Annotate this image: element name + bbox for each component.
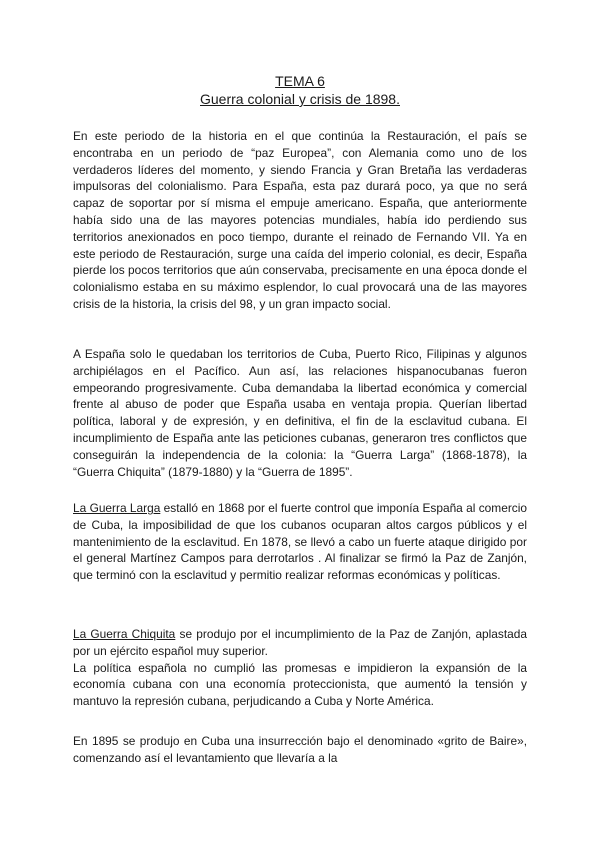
paragraph-politica-espanola: La política española no cumplió las promesas e impidieron la expansión de la economía cubana con una economía proteccionista, que aumentó la tensión y mantuvo la represión cubana, perjudicando a Cuba y Norte América. (73, 660, 527, 709)
paragraph-territories (73, 346, 527, 480)
paragraph-guerra-larga-text (73, 500, 527, 584)
term-guerra-larga: La Guerra Larga (73, 501, 161, 515)
paragraph-guerra-chiquita-text (73, 626, 527, 660)
paragraph-1895-text: En 1895 se produjo en Cuba una insurrección bajo el denominado «grito de Baire», comenzando así el levantamiento que llevaría a la (73, 734, 527, 765)
paragraph-guerra-larga (73, 500, 527, 584)
page-title: Guerra colonial y crisis de 1898. (200, 91, 400, 107)
paragraph-territories-text: A España solo le quedaban los territorios de Cuba, Puerto Rico, Filipinas y algunos archipiélagos en el Pacífico. Aun así, las relaciones hispanocubanas fueron empeorando progresivamente. Cuba demandaba la libertad económica y comercial frente al abuso de poder que España usaba en ventaja propia. Querían libertad política, laboral y de expresión, y en definitiva, el fin de la esclavitud cubana. El incumplimiento de España ante las peticiones cubanas, generaron tres conflictos que conseguirán la independencia de la colonia: la “Guerra Larga” (1868-1878), la “Guerra Chiquita” (1879-1880) y la “Guerra de 1895”. (73, 347, 527, 479)
paragraph-intro (73, 128, 527, 313)
term-guerra-chiquita: La Guerra Chiquita (73, 627, 176, 641)
guerra-larga-body: estalló en 1868 por el fuerte control que imponía España al comercio de Cuba, la imposibilidad de que los cubanos ocuparan altos cargos públicos y el mantenimiento de la esclavitud. En 1878, se llevó a cabo un fuerte ataque dirigido por el general Martínez Campos para derrotarlos . Al finalizar se firmó la Paz de Zanjón, que terminó con la esclavitud y permitio realizar reformas económicas y políticas. (73, 501, 527, 583)
paragraph-1895 (73, 733, 527, 767)
paragraph-guerra-chiquita (73, 626, 527, 710)
guerra-chiquita-body: se produjo por el incumplimiento de la Paz de Zanjón, aplastada por un ejército español muy superior. (73, 627, 528, 658)
paragraph-intro-text: En este periodo de la historia en el que continúa la Restauración, el país se encontraba en un periodo de “paz Europea”, con Alemania como uno de los verdaderos líderes del momento, y siendo Francia y Gran Bretaña las verdaderas impulsoras del colonialismo. Para España, esta paz durará poco, ya que no será capaz de soportar por sí misma el empuje americano. España, que anteriormente había sido una de las mayores potencias mundiales, había ido perdiendo sus territorios anexionados en poco tiempo, durante el reinado de Fernando VII. Ya en este periodo de Restauración, surge una caída del imperio colonial, es decir, España pierde los pocos territorios que aún conservaba, precisamente en una época donde el colonialismo estaba en su máximo esplendor, lo cual provocará una de las mayores crisis de la historia, la crisis del 98, y un gran impacto social. (73, 129, 527, 311)
topic-number: TEMA 6 (275, 73, 325, 89)
